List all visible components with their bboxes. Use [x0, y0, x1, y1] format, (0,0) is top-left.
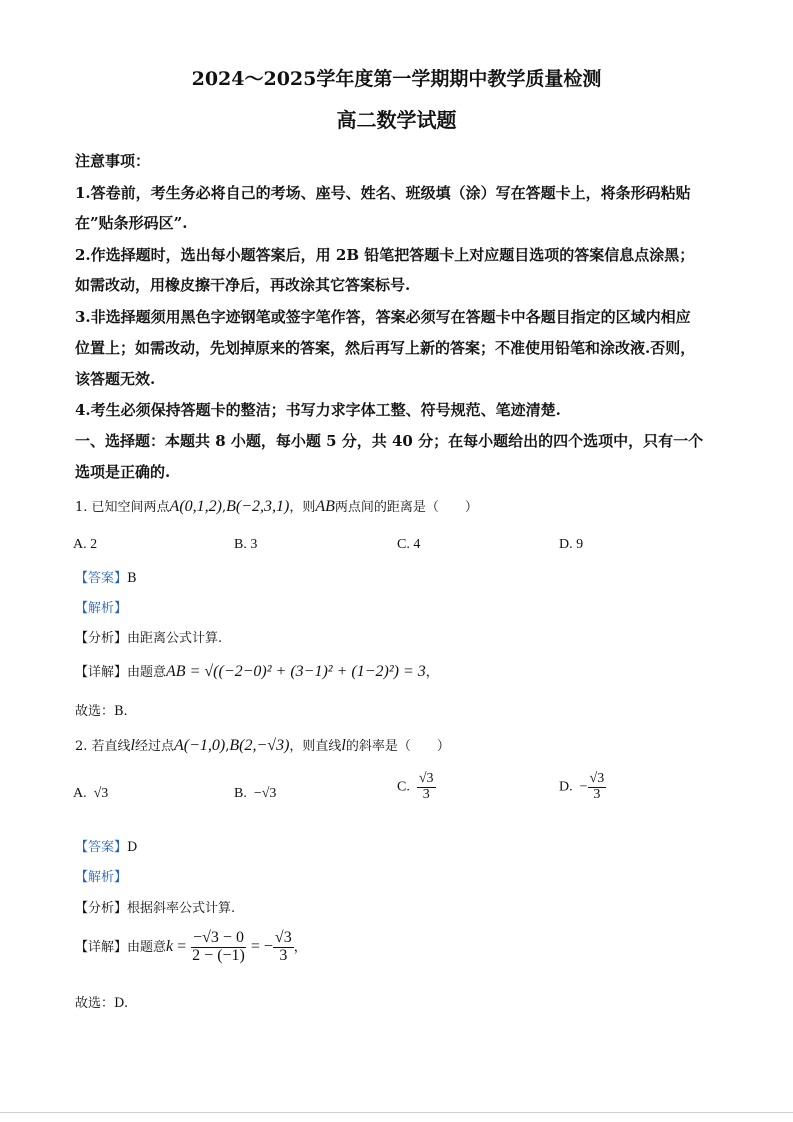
q2-option-a-value: √3	[93, 786, 109, 801]
q1-analysis-tag: 【解析】	[75, 601, 128, 616]
notice-item-4: 4.考生必须保持答题卡的整洁；书写力求字体工整、符号规范、笔迹清楚.	[75, 401, 561, 419]
q2-detail-post: ，	[293, 939, 307, 955]
q2-k: k	[166, 937, 174, 955]
q2-stem-mid2: ，则直线	[289, 739, 342, 754]
q1-fenxi	[75, 627, 735, 646]
q2-frac1-den: 2 − (−1)	[192, 946, 245, 964]
q2-stem-mid1: 经过点	[135, 739, 175, 754]
q2-option-d-fraction	[588, 772, 607, 802]
q2-option-d-sign: −	[579, 779, 588, 795]
exam-subtitle: 高二数学试题	[336, 108, 457, 132]
q1-detail-pre: 由题意	[127, 665, 167, 680]
q1-detail-post: ，	[425, 665, 439, 680]
notice-item-1a: 1.答卷前，考生务必将自己的考场、座号、姓名、班级填（涂）写在答题卡上，将条形码粘贴	[75, 184, 691, 202]
q1-option-b: B. 3	[234, 537, 258, 552]
q2-option-a-label: A.	[73, 786, 87, 801]
q1-fenxi-tag: 【分析】	[75, 631, 128, 646]
q1-ab: AB	[315, 498, 335, 515]
q2-option-b-value: −√3	[253, 786, 277, 801]
q2-option-d	[559, 772, 606, 802]
notice-item-3b: 位置上；如需改动，先划掉原来的答案，然后再写上新的答案；不准使用铅笔和涂改液.否则，	[75, 339, 696, 357]
q1-fenxi-text: 由距离公式计算.	[127, 631, 223, 646]
q2-point-a: A(−1,0)	[174, 737, 226, 754]
q2-frac2-den: 3	[279, 946, 288, 964]
q2-point-b: B(2,−√3)	[229, 737, 290, 754]
q2-option-b	[234, 786, 276, 802]
q2-line-l-2: l	[341, 737, 346, 754]
notice-item-2a	[75, 244, 735, 265]
q1-answer-value: B	[127, 571, 137, 586]
notice-item-1b: 在”贴条形码区”.	[75, 214, 188, 232]
section1-line-a: 一、选择题：本题共 8 小题，每小题 5 分，共 40 分；在每小题给出的四个选项中，只有一个	[75, 432, 704, 450]
q1-option-a: A. 2	[73, 537, 98, 552]
section1-line-b: 选项是正确的.	[75, 463, 171, 481]
q2-option-c-fraction	[417, 772, 436, 802]
q2-conclusion: 故选：D.	[75, 996, 129, 1011]
q1-option-c: C. 4	[397, 537, 421, 552]
q2-option-b-label: B.	[234, 786, 247, 801]
q2-fenxi	[75, 897, 735, 916]
q2-detail-fraction-2	[273, 930, 294, 965]
q1-stem-mid: ，则	[289, 500, 316, 515]
q1-answer	[75, 567, 735, 586]
q1-detail-tag: 【详解】	[75, 665, 128, 680]
q2-option-a	[73, 786, 108, 802]
q2-answer-tag: 【答案】	[75, 840, 128, 855]
exam-title: 2024～2025学年度第一学期期中教学质量检测	[191, 68, 602, 90]
q1-detail-math: AB = √((−2−0)² + (3−1)² + (1−2)²) = 3	[166, 663, 426, 680]
q2-option-c-label: C.	[397, 779, 410, 795]
q2-option-d-label: D.	[559, 779, 573, 795]
q1-option-d: D. 9	[559, 537, 584, 552]
page-bottom-divider	[0, 1112, 793, 1113]
notice-item-2a-pre: 2.作选择题时，选出每小题答案后，用	[75, 246, 336, 264]
q2-option-c	[397, 772, 436, 802]
q2-fenxi-text: 根据斜率公式计算.	[127, 901, 236, 916]
q1-point-b: B(−2,3,1)	[226, 498, 290, 515]
q2-option-c-num: √3	[418, 771, 434, 786]
q2-frac2-num: √3	[274, 929, 292, 946]
notice-item-3a: 3.非选择题须用黑色字迹钢笔或签字笔作答，答案必须写在答题卡中各题目指定的区域内相应	[75, 308, 691, 326]
q1-conclusion: 故选：B.	[75, 704, 128, 719]
q1-stem-pre: 1. 已知空间两点	[75, 500, 170, 515]
q2-option-d-den: 3	[593, 786, 601, 802]
q1-stem-post: 两点间的距离是（ ）	[334, 500, 478, 515]
q2-detail-pre: 由题意	[127, 939, 167, 955]
q2-stem-post: 的斜率是（ ）	[345, 739, 450, 754]
q2-stem-pre: 2. 若直线	[75, 739, 131, 754]
q2-analysis-tag: 【解析】	[75, 870, 128, 885]
q1-answer-tag: 【答案】	[75, 571, 128, 586]
q2-fenxi-tag: 【分析】	[75, 901, 128, 916]
q2-answer	[75, 836, 735, 855]
q2-answer-value: D	[127, 840, 138, 855]
q2-stem: 2. 若直线l经过点A(−1,0),B(2,−√3)，则直线l的斜率是（ ）	[75, 737, 450, 754]
q2-detail-fraction-1	[190, 930, 247, 965]
notice-item-2a-post: 铅笔把答题卡上对应题目选项的答案信息点涂黑；	[359, 246, 695, 264]
q2-detail-tag: 【详解】	[75, 939, 128, 955]
notice-item-2a-bold: 2B	[335, 246, 360, 264]
q1-detail	[75, 661, 735, 681]
q1-point-a: A(0,1,2)	[169, 498, 222, 515]
q2-option-c-den: 3	[422, 786, 430, 802]
notice-heading: 注意事项：	[75, 152, 151, 170]
q2-frac1-num: −√3 − 0	[193, 929, 244, 946]
q1-stem: 1. 已知空间两点A(0,1,2),B(−2,3,1)，则AB两点间的距离是（ ）	[75, 498, 478, 515]
notice-item-2b: 如需改动，用橡皮擦干净后，再改涂其它答案标号.	[75, 276, 411, 294]
q2-option-d-num: √3	[589, 771, 605, 786]
notice-item-3c: 该答题无效.	[75, 370, 156, 388]
q2-line-l: l	[130, 737, 135, 754]
q2-detail: 【详解】由题意k = $\frac{-√3 - 0}{2 - (-1)}$ = − $\frac{√3}{3}$ ，	[75, 929, 307, 964]
